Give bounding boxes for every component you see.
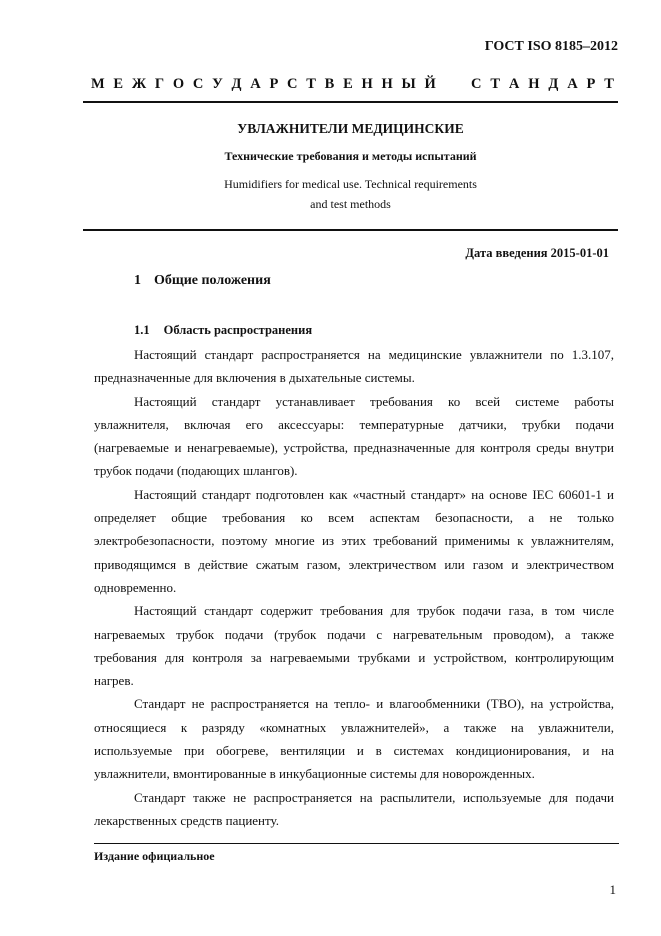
banner-letter: Ж [131,76,147,92]
banner-letter: С [192,76,204,92]
banner-letter: В [324,76,335,92]
introduction-date: Дата введения 2015-01-01 [465,246,609,260]
paragraph-line: приводящимся в действие сжатым газом, электричеством или газом и электричеством [94,556,614,572]
banner-letter: Т [306,76,316,92]
section-title: Общие положения [154,273,271,288]
page-number: 1 [609,882,616,897]
paragraph-line: предназначенные для включения в дыхательные системы. [94,370,415,386]
banner-letter: Г [154,76,165,92]
banner-letter: Т [604,76,614,92]
banner-letter: Е [343,76,353,92]
paragraph [94,599,614,692]
paragraph-line: одновременно. [94,579,177,595]
banner-letter: Т [490,76,501,92]
header-divider [83,101,618,103]
banner-letter: С [287,76,298,92]
paragraph-line: относящиеся к разряду «комнатных увлажнителей», а также на увлажнители, [94,719,614,735]
banner-letter: Н [381,76,393,92]
banner-letter: О [172,76,185,92]
banner-letter: А [567,76,578,92]
paragraph-line: Настоящий стандарт устанавливает требования ко всей системе работы [134,393,614,409]
document-id: ГОСТ ISO 8185–2012 [484,39,618,54]
banner-letter: Ы [401,76,416,92]
paragraph [94,390,614,483]
paragraph-line: определяет общие требования ко всем аспектам безопасности, а не только [94,510,614,526]
paragraph [94,483,614,599]
section-number: 1 [134,273,141,288]
section-heading [134,273,271,289]
edition-note: Издание официальное [94,849,215,863]
banner-letter: У [212,76,223,92]
paragraph-line: Стандарт не распространяется на тепло- и влагообменники (ТВО), на устройства, [134,696,614,712]
english-title-line-1: Humidifiers for medical use. Technical requirements [224,177,477,191]
interstate-standard-banner [91,76,614,93]
paragraph-line: (нагреваемые и ненагреваемые), устройства, предназначенные для контроля среды внутри [94,440,614,456]
banner-word-standard [471,76,614,93]
banner-letter: Е [113,76,124,92]
paragraph [94,692,614,785]
banner-letter: Р [269,76,279,92]
title-divider [83,229,618,231]
body-text [94,343,614,832]
paragraph-line: нагреваемых трубок подачи (трубок подачи с нагревательным проводом), а также [94,626,614,642]
paragraph-line: увлажнители, вмонтированные в инкубационные системы для новорожденных. [94,766,535,782]
banner-letter: Д [231,76,242,92]
banner-letter: Н [528,76,540,92]
banner-letter: Р [586,76,596,92]
paragraph-line: используемые при обогреве, вентиляции и в системах кондиционирования, и на [94,743,614,759]
paragraph [94,343,614,390]
paragraph-line: требования для контроля за нагреваемыми трубками и устройством, контролирующим [94,649,614,665]
banner-letter: Д [548,76,559,92]
subsection-number: 1.1 [134,323,150,337]
paragraph-line: Настоящий стандарт распространяется на медицинские увлажнители по 1.3.107, [134,347,614,362]
paragraph-line: трубок подачи (подающих шлангов). [94,463,298,479]
paragraph-line: Настоящий стандарт содержит требования для трубок подачи газа, в том числе [134,603,614,619]
paragraph-line: электробезопасности, поэтому многие из этих требований применимы к увлажнителям, [94,533,614,549]
banner-letter: Й [424,76,436,92]
document-subtitle: Технические требования и методы испытаний [224,149,477,163]
banner-letter: М [91,76,105,92]
subsection-heading [134,323,312,338]
paragraph-line: Настоящий стандарт подготовлен как «частный стандарт» на основе IEC 60601-1 и [134,486,614,502]
paragraph [94,786,614,833]
document-title: УВЛАЖНИТЕЛИ МЕДИЦИНСКИЕ [237,121,464,136]
paragraph-line: нагрев. [94,673,134,689]
banner-letter: С [471,76,482,92]
paragraph-line: увлажнителя, включая его аксессуары: температурные датчики, трубки подачи [94,416,614,432]
banner-letter: Н [361,76,373,92]
english-title-line-2: and test methods [310,197,391,211]
banner-letter: А [250,76,261,92]
footer-divider [94,843,619,844]
subsection-title: Область распространения [163,323,313,337]
paragraph-line: Стандарт также не распространяется на распылители, используемые для подачи [134,789,614,805]
paragraph-line: лекарственных средств пациенту. [94,812,279,828]
banner-letter: А [508,76,520,92]
banner-word-interstate [91,76,436,93]
